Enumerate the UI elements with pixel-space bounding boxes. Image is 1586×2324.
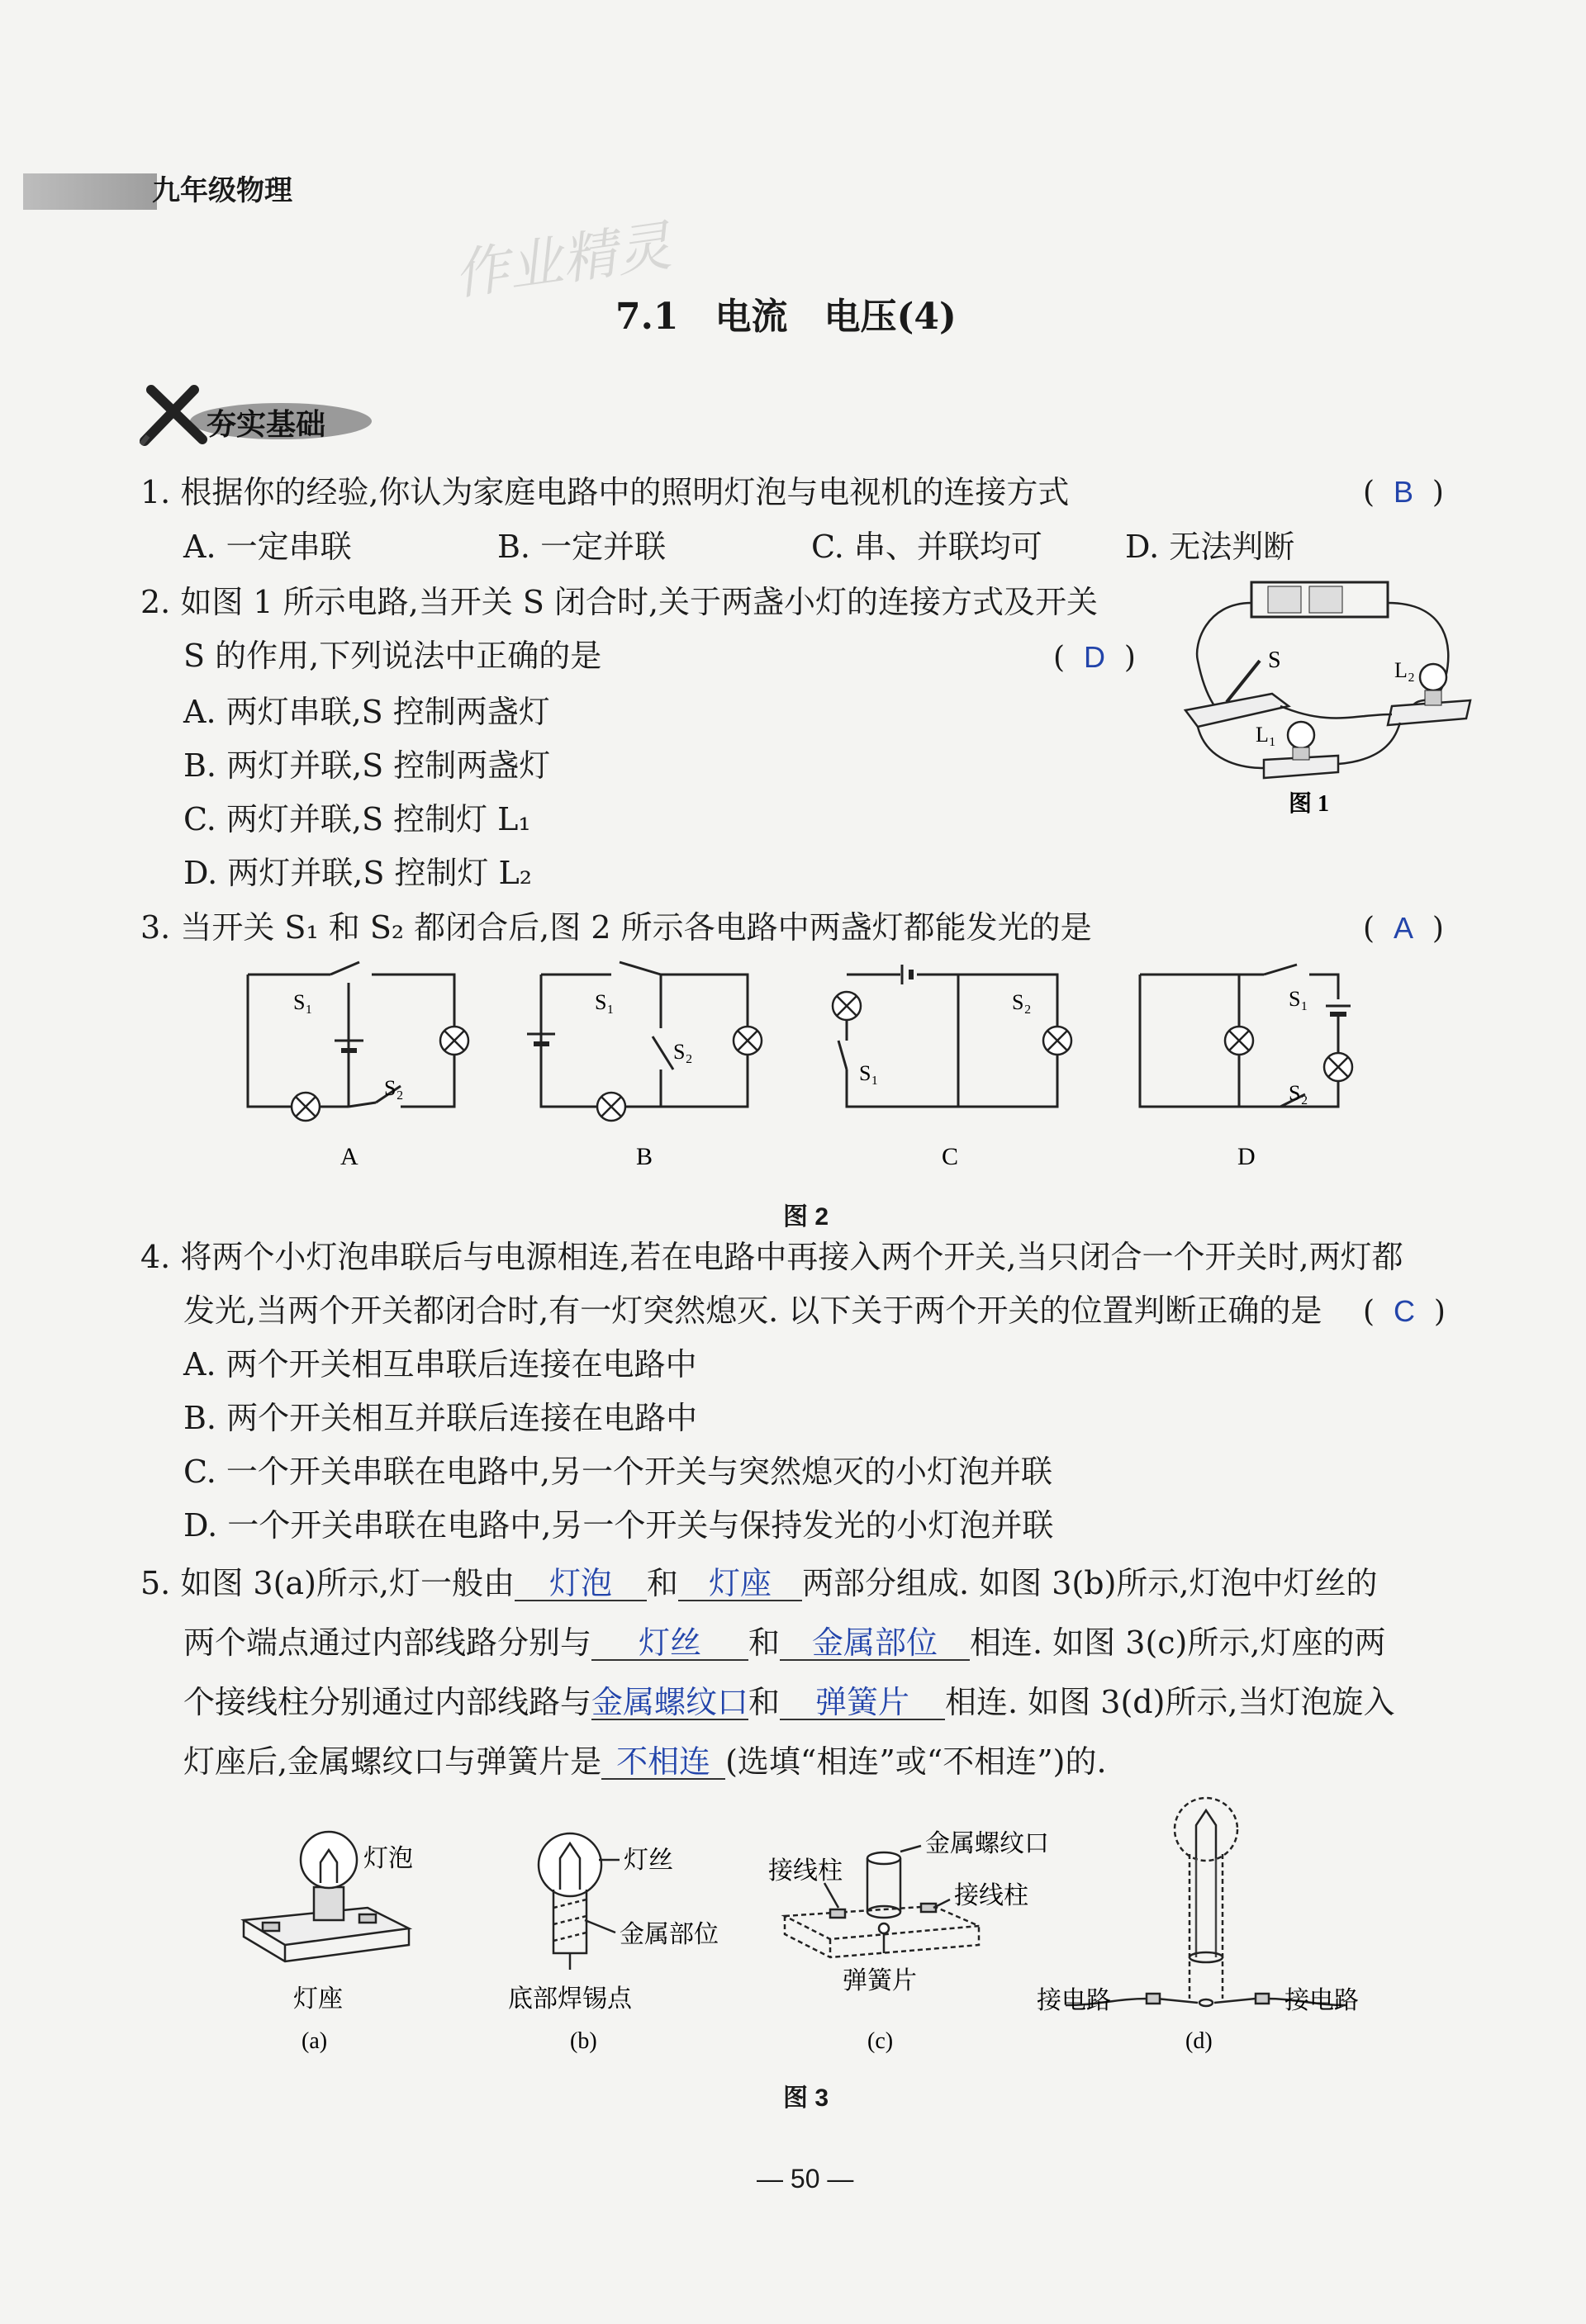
circuit-d-s2: S₂ <box>1289 1081 1308 1105</box>
cell-2 <box>1309 586 1342 613</box>
q5-blank-3[interactable]: 灯丝 <box>591 1628 748 1661</box>
q2-answer-bracket: ( D ) <box>1053 640 1136 675</box>
fig3b-filament-label: 灯丝 <box>624 1847 673 1874</box>
circuit-a-s1: S₁ <box>293 990 313 1014</box>
circuit-a-label: A <box>340 1143 359 1170</box>
q5-l1-d: 两部分组成. 如图 3(b)所示,灯泡中灯丝的 <box>802 1565 1378 1601</box>
bulb-l1 <box>1288 722 1314 748</box>
fig3a-bulb-label: 灯泡 <box>363 1845 413 1872</box>
q2-option-a: A. 两灯串联,S 控制两盏灯 <box>183 694 550 730</box>
fig3c-post-left-label: 接线柱 <box>768 1857 843 1885</box>
label-s: S <box>1268 647 1281 673</box>
q4-option-d: D. 一个开关串联在电路中,另一个开关与保持发光的小灯泡并联 <box>183 1507 1054 1544</box>
q1-option-b: B. 一定并联 <box>497 529 667 565</box>
circuit-c-label: C <box>942 1143 959 1170</box>
watermark: 作业精灵 <box>449 213 675 307</box>
q5-l1-c: 和 <box>646 1565 678 1601</box>
q2-option-b: B. 两灯并联,S 控制两盏灯 <box>183 747 551 784</box>
q5-l3-c: 和 <box>748 1684 781 1720</box>
figure-3b <box>539 1833 620 1970</box>
figure-2-caption: 图 2 <box>783 1203 829 1231</box>
fig3b-metal-label: 金属部位 <box>620 1921 719 1948</box>
fig3d-right-label: 接电路 <box>1284 1987 1359 2014</box>
fig3d-tag: (d) <box>1185 2028 1213 2054</box>
q1-option-a: A. 一定串联 <box>183 529 352 565</box>
q4-answer: C <box>1393 1294 1415 1328</box>
q4-stem-line1: 4. 将两个小灯泡串联后与电源相连,若在电路中再接入两个开关,当只闭合一个开关时,两灯都 <box>140 1239 1403 1275</box>
wire <box>1338 723 1400 764</box>
q2-stem-line1: 2. 如图 1 所示电路,当开关 S 闭合时,关于两盏小灯的连接方式及开关 <box>140 584 1099 620</box>
q2-stem-line2: S 的作用,下列说法中正确的是 <box>183 638 602 674</box>
circuit-d-label: D <box>1237 1143 1256 1170</box>
q1-option-d: D. 无法判断 <box>1125 529 1295 565</box>
q2-answer: D <box>1083 640 1105 674</box>
fig3c-spring-label: 弹簧片 <box>843 1967 917 1994</box>
fig3a-base-label: 灯座 <box>293 1985 343 2013</box>
q4-option-c: C. 一个开关串联在电路中,另一个开关与突然熄灭的小灯泡并联 <box>183 1454 1052 1490</box>
q2-option-c: C. 两灯并联,S 控制灯 L₁ <box>183 801 531 837</box>
figure-1-caption: 图 1 <box>1289 791 1330 817</box>
circuit-a <box>248 962 454 1107</box>
q5-l2-d: 相连. 如图 3(c)所示,灯座的两 <box>970 1624 1386 1661</box>
q5-l4-d: (选填“相连”或“不相连”)的. <box>725 1743 1107 1780</box>
header-subject: 九年级物理 <box>152 175 292 206</box>
fig3b-bottom-label: 底部焊锡点 <box>508 1985 632 2013</box>
figure-3-caption: 图 3 <box>783 2084 829 2112</box>
fig3c-post-right-label: 接线柱 <box>954 1882 1028 1909</box>
circuit-d-s1: S₁ <box>1289 987 1308 1011</box>
q5-l2-a: 两个端点通过内部线路分别与 <box>183 1624 592 1661</box>
fig3d-left-label: 接电路 <box>1037 1987 1111 2014</box>
q1-option-c: C. 串、并联均可 <box>811 529 1042 565</box>
q5-blank-1[interactable]: 灯泡 <box>515 1568 647 1601</box>
page-number: — 50 — <box>757 2164 854 2194</box>
q5-blank-4[interactable]: 金属部位 <box>780 1628 970 1661</box>
q5-l2-c: 和 <box>748 1624 781 1661</box>
q5-blank-5[interactable]: 金属螺纹口 <box>591 1686 749 1720</box>
wire <box>1197 603 1251 713</box>
q1-answer: B <box>1393 475 1413 509</box>
circuit-c <box>838 965 1057 1107</box>
q4-option-b: B. 两个开关相互并联后连接在电路中 <box>183 1400 698 1436</box>
q1-stem: 1. 根据你的经验,你认为家庭电路中的照明灯泡与电视机的连接方式 <box>140 474 1070 510</box>
q2-option-d: D. 两灯并联,S 控制灯 L₂ <box>183 855 533 891</box>
circuit-b <box>527 962 748 1107</box>
wire <box>1198 727 1264 768</box>
circuit-c-s1: S₁ <box>859 1061 879 1085</box>
bulb-l2-socket <box>1425 690 1441 705</box>
section-badge <box>136 382 376 448</box>
circuit-b-label: B <box>636 1143 653 1170</box>
wire <box>1280 706 1392 718</box>
circuit-c-s2: S₂ <box>1012 990 1032 1014</box>
fig3c-tag: (c) <box>867 2028 894 2054</box>
q5-blank-6[interactable]: 弹簧片 <box>780 1687 945 1720</box>
circuit-b-s2: S₂ <box>673 1040 693 1064</box>
fig3b-tag: (b) <box>570 2028 597 2054</box>
section-label: 夯实基础 <box>207 407 326 441</box>
bulb-l1-socket <box>1293 747 1309 760</box>
q4-stem-line2: 发光,当两个开关都闭合时,有一灯突然熄灭. 以下关于两个开关的位置判断正确的是 <box>183 1292 1322 1329</box>
q4-answer-bracket: ( C ) <box>1363 1294 1446 1329</box>
figure-3d <box>1066 1798 1346 2006</box>
q5-line4 <box>183 1743 1107 1780</box>
fig3a-tag: (a) <box>302 2028 328 2054</box>
q5-blank-7[interactable]: 不相连 <box>601 1747 725 1780</box>
q3-answer: A <box>1393 911 1413 945</box>
figure-1-circuit <box>1173 570 1487 818</box>
figure-3 <box>223 1792 1462 2073</box>
q4-option-a: A. 两个开关相互串联后连接在电路中 <box>183 1346 697 1383</box>
q5-line3 <box>183 1686 1395 1720</box>
switch-base <box>1185 694 1289 727</box>
q5-l3-a: 个接线柱分别通过内部线路与 <box>183 1684 592 1720</box>
q5-l1-a: 5. 如图 3(a)所示,灯一般由 <box>140 1565 515 1601</box>
label-l2: L₂ <box>1394 658 1415 682</box>
q1-answer-bracket: ( B ) <box>1363 475 1444 510</box>
header-band <box>23 173 157 210</box>
q5-line1 <box>140 1565 1378 1601</box>
q3-stem: 3. 当开关 S₁ 和 S₂ 都闭合后,图 2 所示各电路中两盏灯都能发光的是 <box>140 909 1092 946</box>
q5-l4-a: 灯座后,金属螺纹口与弹簧片是 <box>183 1743 602 1780</box>
cell-1 <box>1268 586 1301 613</box>
label-l1: L₁ <box>1256 723 1276 747</box>
bulb-l2 <box>1420 664 1446 690</box>
figure-2-circuits <box>223 958 1446 1231</box>
switch-lever <box>1227 661 1260 702</box>
circuit-a-s2: S₂ <box>384 1076 404 1100</box>
q5-line2 <box>183 1624 1386 1661</box>
q5-blank-2[interactable]: 灯座 <box>678 1568 802 1601</box>
page-title: 7.1 电流 电压(4) <box>615 296 957 338</box>
q3-answer-bracket: ( A ) <box>1363 911 1444 946</box>
fig3c-screw-label: 金属螺纹口 <box>925 1830 1049 1857</box>
q5-l3-d: 相连. 如图 3(d)所示,当灯泡旋入 <box>945 1684 1395 1720</box>
circuit-b-s1: S₁ <box>595 990 615 1014</box>
